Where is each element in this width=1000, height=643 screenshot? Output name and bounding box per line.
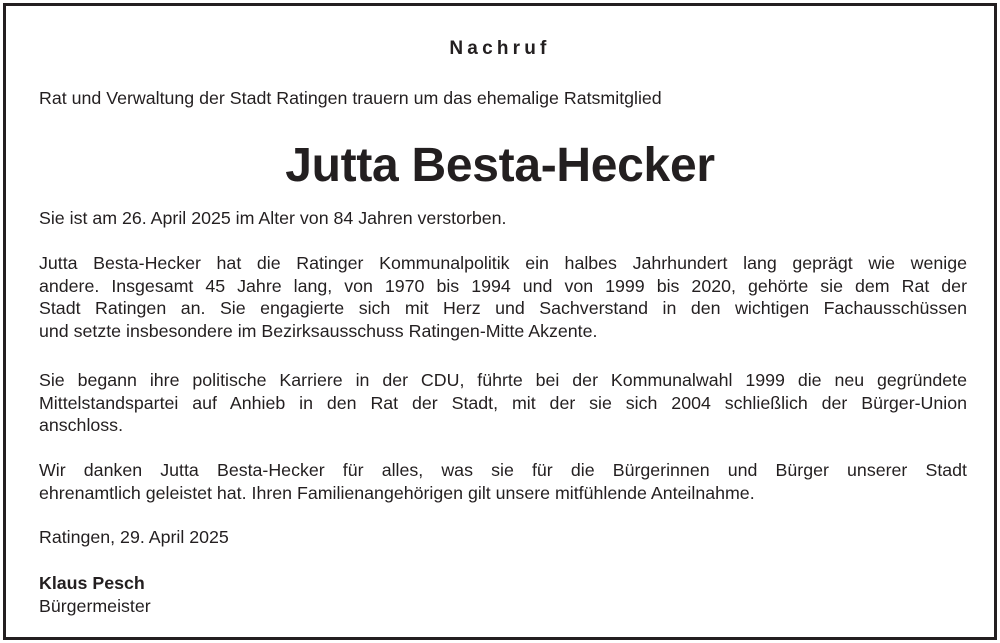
paragraph-death-date	[39, 207, 967, 230]
paragraph-line: andere. Insgesamt 45 Jahre lang, von 1970 bis 1994 und von 1999 bis 2020, gehörte sie dem Rat der	[39, 275, 967, 296]
paragraph-line: Sie ist am 26. April 2025 im Alter von 84 Jahren verstorben.	[39, 208, 507, 228]
paragraph-line: ehrenamtlich geleistet hat. Ihren Familienangehörigen gilt unsere mitfühlende Anteilnahme.	[39, 482, 755, 503]
paragraph-career-summary	[39, 252, 967, 343]
paragraph-line: Mittelstandspartei auf Anhieb in den Rat der Stadt, mit der sie sich 2004 schließlich der Bürger-Union	[39, 392, 967, 413]
signer-title: Bürgermeister	[39, 595, 151, 616]
obituary-notice	[3, 3, 997, 640]
paragraph-line: und setzte insbesondere im Bezirksausschuss Ratingen-Mitte Akzente.	[39, 321, 598, 342]
paragraph-line: Wir danken Jutta Besta-Hecker für alles, was sie für die Bürgerinnen und Bürger unserer Stadt	[39, 460, 967, 480]
intro-text: Rat und Verwaltung der Stadt Ratingen trauern um das ehemalige Ratsmitglied	[39, 88, 662, 108]
place-and-date: Ratingen, 29. April 2025	[39, 527, 229, 547]
notice-heading: Nachruf	[449, 38, 551, 59]
paragraph-line: anschloss.	[39, 415, 124, 436]
paragraph-line: Jutta Besta-Hecker hat die Ratinger Kommunalpolitik ein halbes Jahrhundert lang geprägt wie wenige	[39, 253, 967, 273]
paragraph-line: Stadt Ratingen an. Sie engagierte sich mit Herz und Sachverstand in den wichtigen Fachausschüssen	[39, 298, 967, 319]
deceased-name: Jutta Besta-Hecker	[285, 139, 715, 192]
signer-name: Klaus Pesch	[39, 573, 145, 593]
paragraph-line: Sie begann ihre politische Karriere in der CDU, führte bei der Kommunalwahl 1999 die neu gegründete	[39, 370, 967, 390]
signature-block	[39, 572, 151, 617]
paragraph-thanks	[39, 459, 967, 504]
paragraph-political-career	[39, 369, 967, 437]
